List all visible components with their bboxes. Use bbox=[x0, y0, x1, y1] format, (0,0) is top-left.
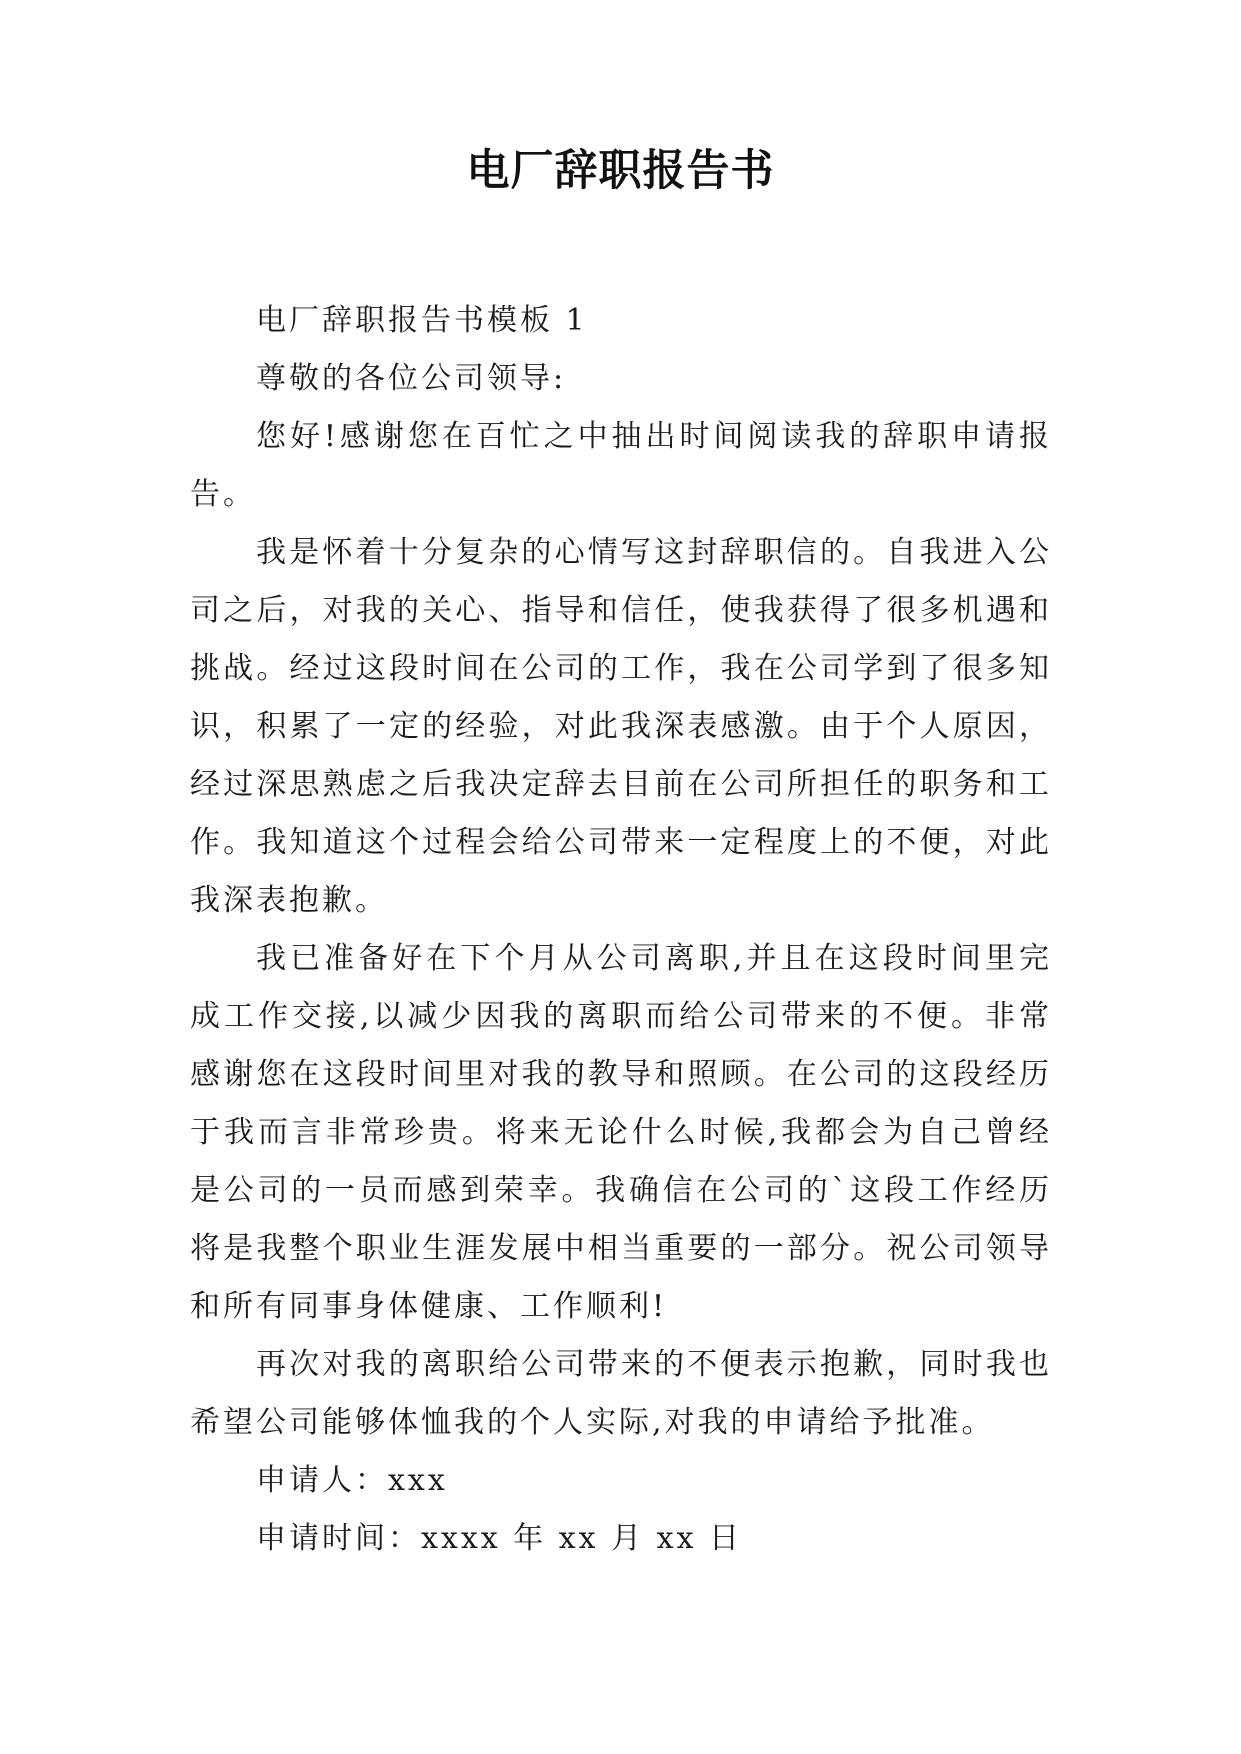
date-line: 申请时间：xxxx 年 xx 月 xx 日 bbox=[256, 1521, 743, 1556]
applicant-line: 申请人：xxx bbox=[256, 1463, 448, 1498]
body-paragraph: 再次对我的离职给公司带来的不便表示抱歉，同时我也希望公司能够体恤我的个人实际,对我的申请给予批准。 bbox=[190, 1347, 1052, 1440]
document-body bbox=[190, 292, 1052, 1568]
body-paragraph: 我已准备好在下个月从公司离职,并且在这段时间里完成工作交接,以减少因我的离职而给公司带来的不便。非常感谢您在这段时间里对我的教导和照顾。在公司的这段经历于我而言非常珍贵。将来无论什么时候,我都会为自己曾经是公司的一员而感到荣幸。我确信在公司的`这段工作经历将是我整个职业生涯发展中相当重要的一部分。祝公司领导和所有同事身体健康、工作顺利! bbox=[190, 941, 1052, 1324]
salutation: 尊敬的各位公司领导: bbox=[256, 361, 567, 396]
body-paragraph: 您好!感谢您在百忙之中抽出时间阅读我的辞职申请报告。 bbox=[190, 419, 1052, 512]
document-title: 电厂辞职报告书 bbox=[466, 146, 775, 196]
template-subtitle: 电厂辞职报告书模板 1 bbox=[256, 303, 588, 338]
body-paragraph: 我是怀着十分复杂的心情写这封辞职信的。自我进入公司之后，对我的关心、指导和信任，使我获得了很多机遇和挑战。经过这段时间在公司的工作，我在公司学到了很多知识，积累了一定的经验，对此我深表感激。由于个人原因，经过深思熟虑之后我决定辞去目前在公司所担任的职务和工作。我知道这个过程会给公司带来一定程度上的不便，对此我深表抱歉。 bbox=[190, 535, 1052, 918]
